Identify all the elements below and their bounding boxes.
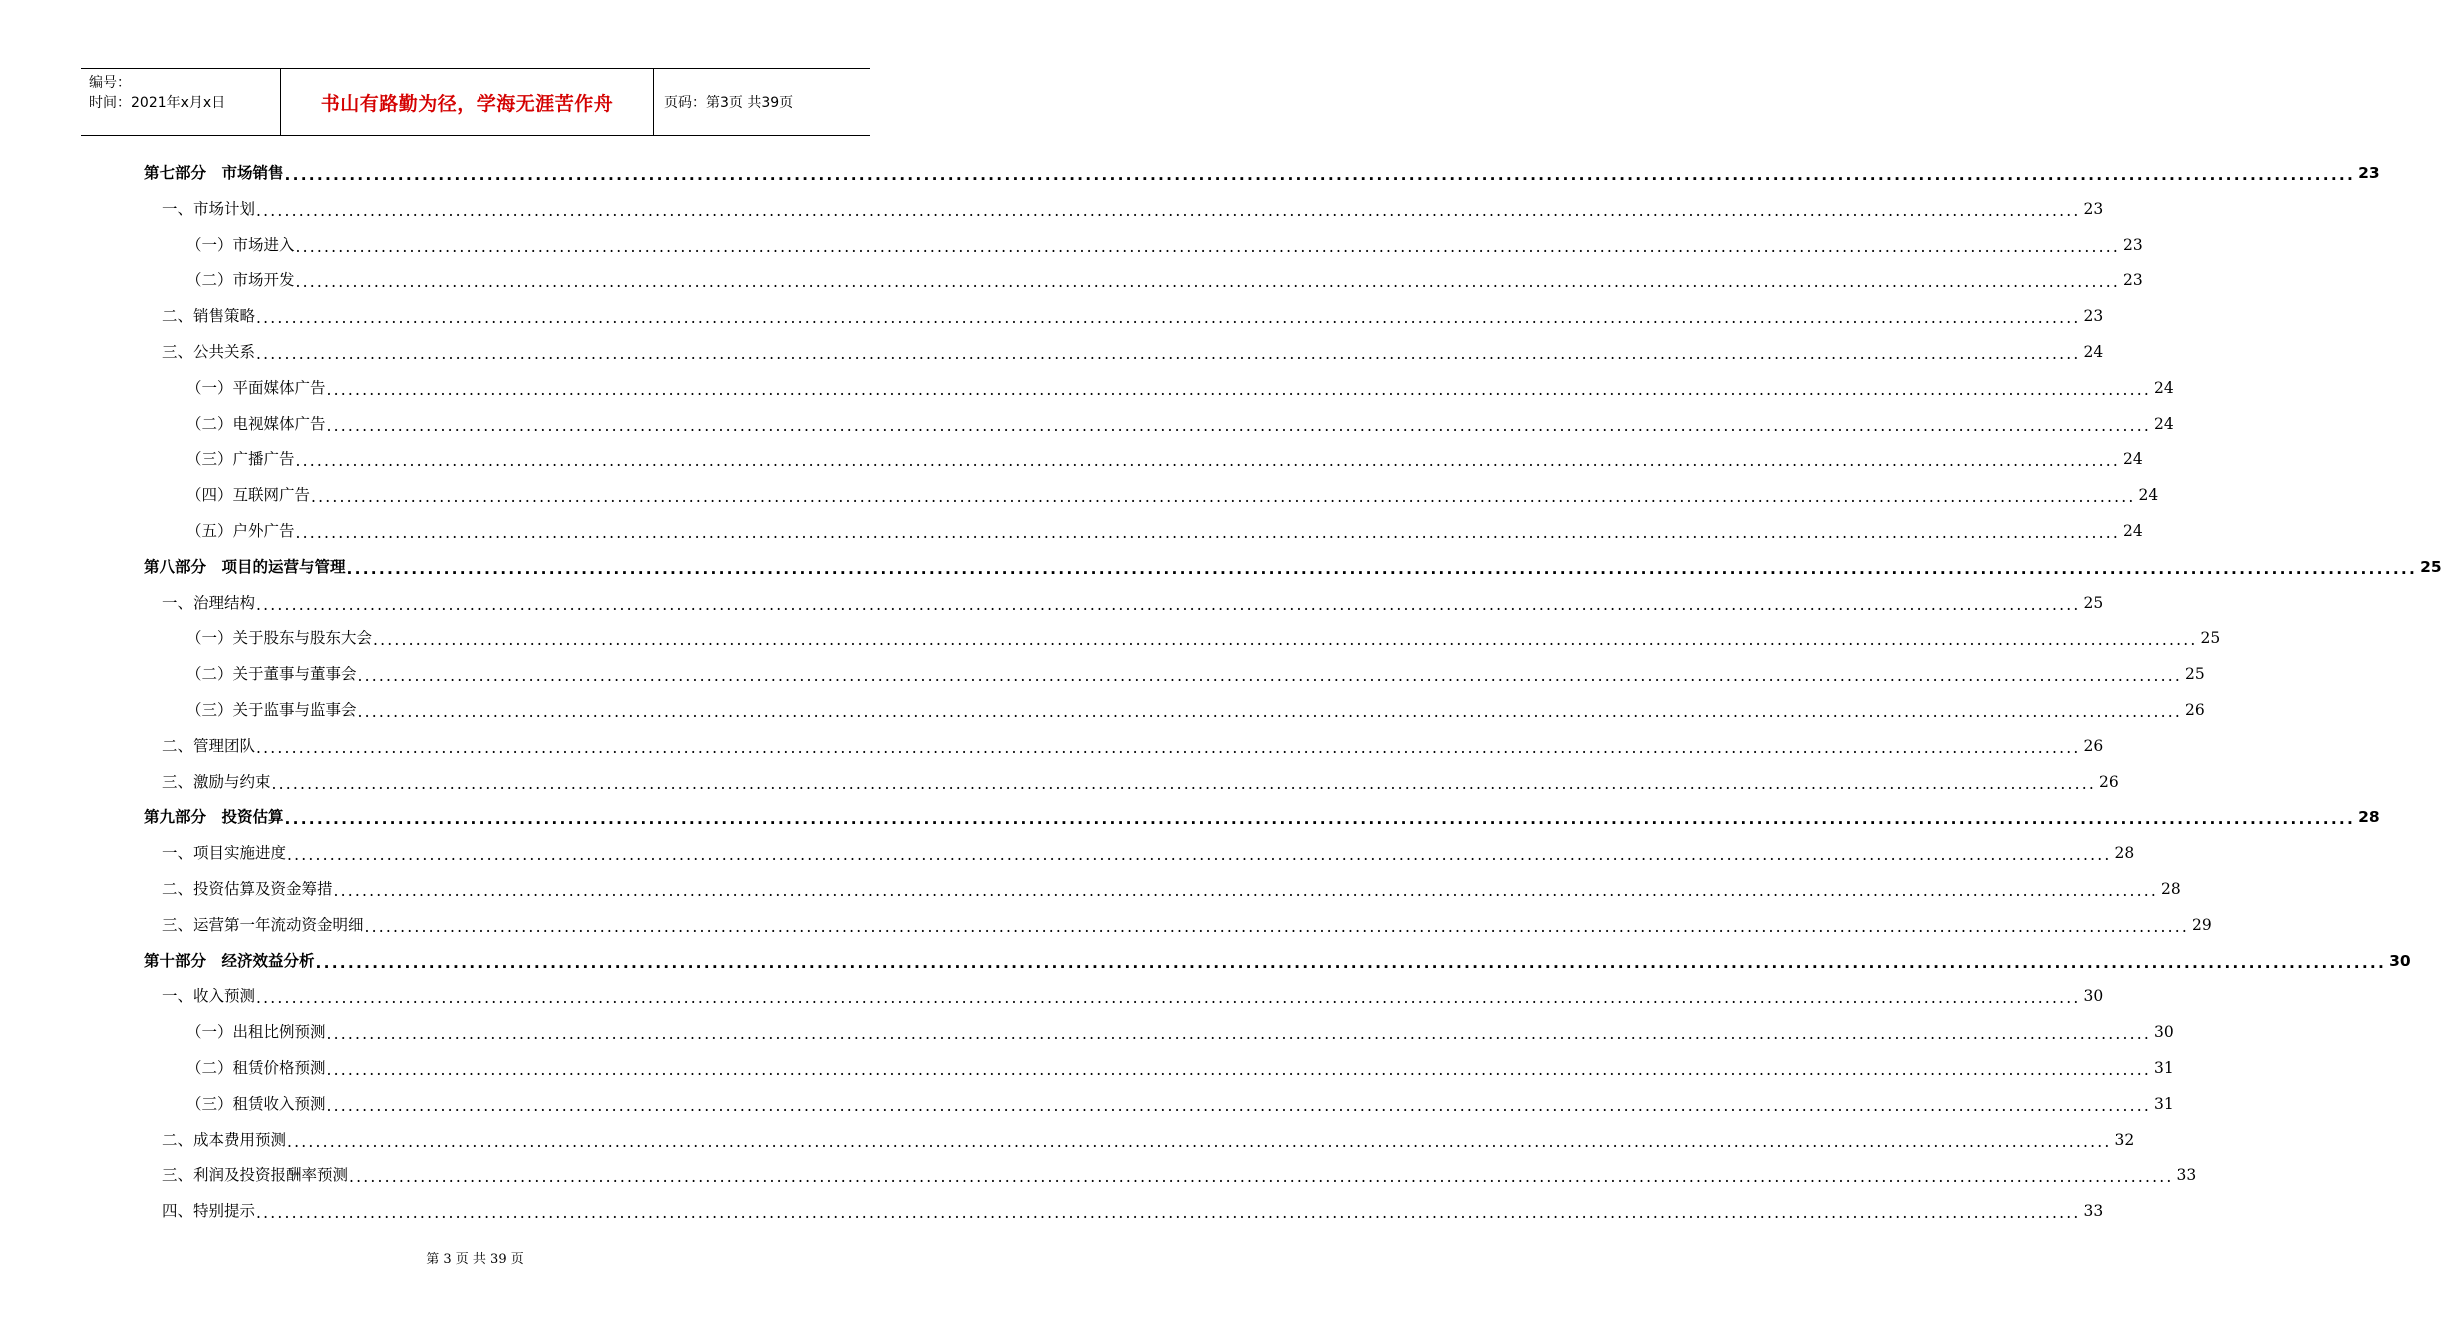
toc-page-number: 24 (2154, 414, 2174, 433)
toc-dot-leader (256, 1208, 2081, 1218)
toc-section-entry (0, 733, 2104, 757)
toc-dot-leader (358, 707, 2183, 717)
toc-entry-title: （二）电视媒体广告 (186, 414, 326, 433)
toc-entry-title: （一）平面媒体广告 (186, 378, 326, 397)
toc-page-number: 33 (2176, 1166, 2197, 1185)
toc-dot-leader (327, 385, 2152, 395)
toc-entry-title: （一）市场进入 (186, 235, 295, 254)
toc-page-number: 25 (2083, 593, 2104, 612)
toc-entry-title: 二、管理团队 (162, 736, 256, 755)
toc-subsection-entry (0, 482, 2159, 506)
toc-subsection-entry (0, 232, 2143, 256)
toc-section-entry (0, 769, 2119, 793)
header-page-info: 页码：第3页 共39页 (664, 95, 794, 111)
toc-entry-title: 二、投资估算及资金筹措 (162, 880, 333, 898)
toc-dot-leader (316, 958, 2387, 968)
toc-entry-title: （二）关于董事与董事会 (186, 665, 357, 684)
toc-page-number: 25 (2200, 629, 2221, 648)
toc-dot-leader (373, 635, 2198, 645)
toc-entry-title: 一、项目实施进度 (162, 844, 287, 863)
toc-entry-title: （三）租赁收入预测 (186, 1094, 326, 1113)
toc-section-entry (0, 983, 2104, 1007)
toc-dot-leader (285, 170, 2356, 180)
toc-dot-leader (358, 671, 2183, 681)
toc-subsection-entry (0, 661, 2205, 685)
toc-dot-leader (296, 456, 2121, 466)
toc-entry-title: 三、利润及投资报酬率预测 (162, 1166, 349, 1185)
toc-section-entry (0, 303, 2104, 327)
header-meta-cell (81, 69, 281, 135)
toc-subsection-entry (0, 375, 2174, 399)
toc-page-number: 30 (2154, 1023, 2174, 1042)
toc-entry-title: 四、特别提示 (162, 1202, 256, 1221)
toc-page-number: 23 (2123, 235, 2143, 254)
toc-entry-title: 第十部分 经济效益分析 (144, 951, 315, 970)
toc-dot-leader (327, 1101, 2152, 1111)
toc-subsection-entry (0, 697, 2205, 721)
toc-subsection-entry (0, 267, 2143, 291)
toc-entry-title: 三、激励与约束 (162, 772, 271, 791)
toc-subsection-entry (0, 1055, 2174, 1079)
toc-page-number: 28 (2358, 808, 2380, 827)
toc-subsection-entry (0, 1019, 2174, 1043)
toc-section-entry (0, 912, 2212, 936)
header-motto: 书山有路勤为径，学海无涯苦作舟 (320, 92, 614, 115)
toc-subsection-entry (0, 411, 2174, 435)
toc-entry-title: 第八部分 项目的运营与管理 (144, 557, 346, 576)
toc-dot-leader (296, 528, 2121, 538)
toc-dot-leader (287, 850, 2112, 860)
toc-page-number: 23 (2083, 199, 2104, 218)
toc-page-number: 24 (2123, 450, 2143, 469)
toc-dot-leader (327, 1029, 2152, 1039)
toc-section-entry (0, 196, 2104, 220)
toc-page-number: 31 (2154, 1094, 2174, 1113)
toc-page-number: 29 (2192, 915, 2212, 934)
toc-page-number: 30 (2389, 951, 2411, 970)
toc-dot-leader (285, 814, 2356, 824)
toc-section-entry (0, 590, 2104, 614)
toc-page-number: 33 (2083, 1202, 2104, 1221)
toc-entry-title: （三）广播广告 (186, 450, 295, 469)
toc-entry-title: （四）互联网广告 (186, 486, 311, 505)
toc-entry-title: 三、公共关系 (162, 343, 256, 361)
toc-dot-leader (256, 600, 2081, 610)
toc-entry-title: 一、市场计划 (162, 199, 256, 218)
toc-dot-leader (256, 313, 2081, 323)
toc-entry-title: （一）关于股东与股东大会 (186, 629, 373, 648)
toc-part-heading (0, 160, 2380, 184)
toc-page-number: 32 (2114, 1130, 2135, 1149)
toc-section-entry (0, 339, 2104, 363)
toc-section-entry (0, 1127, 2135, 1151)
toc-subsection-entry (0, 518, 2143, 542)
toc-entry-title: （三）关于监事与监事会 (186, 701, 357, 719)
toc-entry-title: （一）出租比例预测 (186, 1023, 326, 1042)
toc-subsection-entry (0, 446, 2143, 470)
toc-page-number: 23 (2083, 307, 2104, 326)
toc-subsection-entry (0, 625, 2221, 649)
toc-dot-leader (296, 242, 2121, 252)
header-page-cell (654, 69, 870, 135)
header-motto-cell (281, 69, 654, 135)
toc-page-number: 24 (2138, 486, 2159, 505)
page-footer: 第 3 页 共 39 页 (426, 1252, 524, 1267)
toc-part-heading (0, 804, 2380, 828)
toc-dot-leader (327, 421, 2152, 431)
toc-section-entry (0, 1162, 2197, 1186)
document-number-label: 编号： (89, 75, 131, 91)
toc-dot-leader (296, 277, 2121, 287)
toc-dot-leader (347, 564, 2418, 574)
toc-dot-leader (256, 349, 2081, 359)
toc-page-number: 25 (2185, 665, 2205, 684)
toc-dot-leader (327, 1065, 2152, 1075)
toc-entry-title: 三、运营第一年流动资金明细 (162, 915, 364, 934)
toc-dot-leader (256, 743, 2081, 753)
toc-dot-leader (256, 206, 2081, 216)
toc-page-number: 26 (2185, 701, 2205, 719)
toc-dot-leader (349, 1172, 2174, 1182)
toc-section-entry (0, 876, 2181, 900)
toc-part-heading (0, 948, 2411, 972)
toc-dot-leader (256, 993, 2081, 1003)
document-time-label: 时间：2021年x月x日 (89, 95, 226, 111)
toc-page-number: 24 (2154, 378, 2174, 397)
toc-page-number: 26 (2099, 772, 2119, 791)
toc-entry-title: （二）租赁价格预测 (186, 1059, 326, 1077)
toc-subsection-entry (0, 1091, 2174, 1115)
toc-page-number: 24 (2083, 343, 2104, 361)
toc-entry-title: 第七部分 市场销售 (144, 164, 284, 182)
toc-dot-leader (365, 922, 2190, 932)
toc-entry-title: （二）市场开发 (186, 271, 295, 290)
toc-dot-leader (334, 886, 2159, 896)
toc-page-number: 24 (2123, 522, 2143, 540)
toc-entry-title: 第九部分 投资估算 (144, 808, 284, 827)
toc-page-number: 30 (2083, 987, 2104, 1006)
toc-entry-title: 一、治理结构 (162, 593, 256, 612)
toc-part-heading (0, 554, 2442, 578)
toc-section-entry (0, 1198, 2104, 1222)
toc-page-number: 31 (2154, 1059, 2174, 1077)
toc-page-number: 26 (2083, 736, 2104, 755)
toc-page-number: 28 (2114, 844, 2135, 863)
toc-page-number: 23 (2358, 164, 2380, 182)
toc-page-number: 28 (2161, 880, 2181, 898)
toc-entry-title: （五）户外广告 (186, 522, 295, 540)
toc-page-number: 25 (2420, 557, 2442, 576)
toc-section-entry (0, 840, 2135, 864)
toc-entry-title: 二、销售策略 (162, 307, 256, 326)
toc-dot-leader (311, 492, 2136, 502)
page-header (81, 68, 870, 136)
toc-dot-leader (287, 1137, 2112, 1147)
toc-dot-leader (272, 779, 2097, 789)
toc-entry-title: 一、收入预测 (162, 987, 256, 1006)
toc-entry-title: 二、成本费用预测 (162, 1130, 287, 1149)
toc-page-number: 23 (2123, 271, 2143, 290)
